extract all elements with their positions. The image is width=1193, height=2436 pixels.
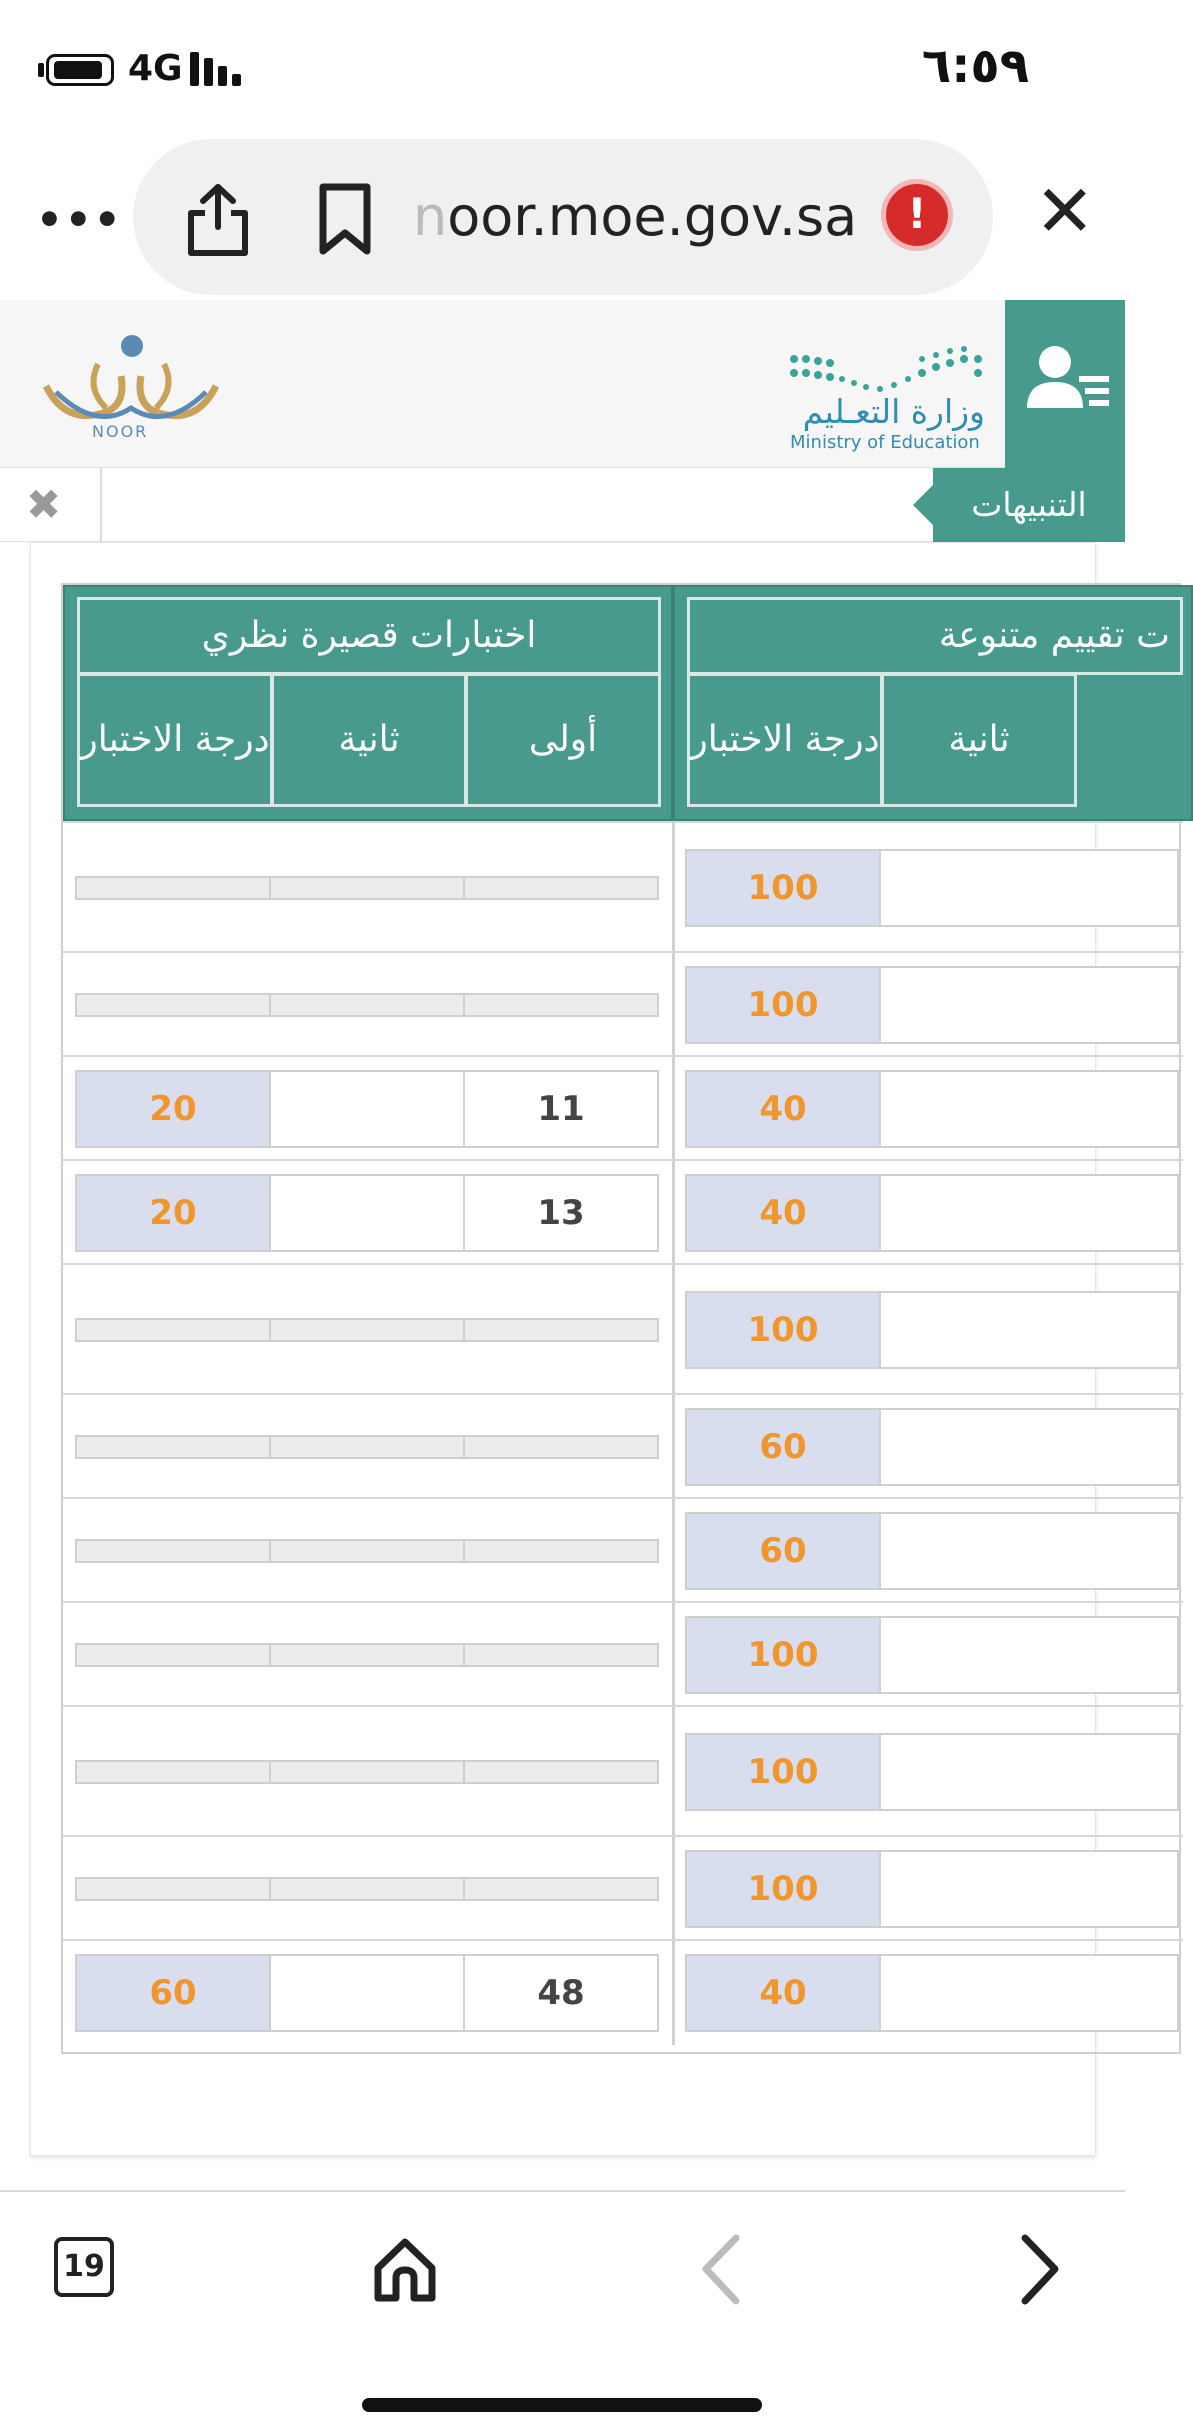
battery-icon — [46, 54, 114, 86]
empty-grade-cell — [75, 993, 271, 1017]
ministry-name-ar: وزارة التعـليم — [802, 392, 985, 431]
empty-grade-cell — [75, 876, 271, 900]
assessment-second-cell[interactable] — [879, 1174, 1179, 1252]
empty-grade-cell — [269, 1539, 465, 1563]
empty-grade-cell — [463, 876, 659, 900]
assessment-second-cell[interactable] — [879, 1616, 1179, 1694]
status-bar — [0, 0, 1125, 135]
assessment-second-cell[interactable] — [879, 1408, 1179, 1486]
back-icon[interactable] — [696, 2232, 746, 2307]
browser-url-row — [0, 135, 1125, 300]
grades-table — [61, 583, 1181, 2054]
table-row — [63, 1705, 1183, 1835]
assessment-score-cell: 100 — [685, 1291, 881, 1369]
ministry-name-en: Ministry of Education — [790, 432, 980, 453]
empty-grade-cell — [463, 1435, 659, 1459]
empty-grade-cell — [75, 1435, 271, 1459]
table-row — [63, 1939, 1183, 2043]
empty-grade-cell — [463, 1539, 659, 1563]
column-separator — [672, 953, 675, 1057]
empty-grade-cell — [463, 1760, 659, 1784]
quiz-first-cell: 13 — [463, 1174, 659, 1252]
header-group-quizzes: اختبارات قصيرة نظري — [77, 597, 661, 675]
signal-bars-icon — [190, 52, 250, 86]
empty-grade-cell — [269, 1318, 465, 1342]
home-icon[interactable] — [370, 2234, 440, 2304]
grades-card — [30, 542, 1170, 2156]
more-options-icon[interactable]: ••• — [36, 195, 123, 244]
table-row — [63, 1601, 1183, 1705]
assessment-score-cell: 60 — [685, 1512, 881, 1590]
empty-grade-cell — [463, 1318, 659, 1342]
header-group-right-bg — [673, 585, 1193, 821]
column-separator — [672, 1941, 675, 2045]
assessment-second-cell[interactable] — [879, 1512, 1179, 1590]
quiz-second-cell[interactable] — [269, 1174, 465, 1252]
close-browser-icon[interactable]: ✕ — [1034, 169, 1095, 253]
column-separator — [672, 1603, 675, 1707]
assessment-score-cell: 60 — [685, 1408, 881, 1486]
empty-grade-cell — [269, 1435, 465, 1459]
empty-grade-cell — [463, 993, 659, 1017]
column-separator — [672, 1707, 675, 1837]
battery-icon-nub — [38, 63, 44, 77]
assessment-score-cell: 100 — [685, 1850, 881, 1928]
assessment-second-cell[interactable] — [879, 1954, 1179, 2032]
table-row — [63, 1835, 1183, 1939]
table-row — [63, 951, 1183, 1055]
header-col-second: ثانية — [271, 673, 467, 807]
bookmark-icon[interactable] — [315, 181, 375, 257]
user-list-icon — [1005, 300, 1125, 468]
empty-grade-cell — [75, 1643, 271, 1667]
grades-table-scroll[interactable] — [61, 583, 1170, 2054]
empty-grade-cell — [75, 1877, 271, 1901]
column-separator — [672, 823, 675, 953]
column-separator — [672, 1265, 675, 1395]
header-col-second-right: ثانية — [881, 673, 1077, 807]
assessment-second-cell[interactable] — [879, 849, 1179, 927]
column-separator — [672, 1057, 675, 1161]
quiz-score-cell: 60 — [75, 1954, 271, 2032]
empty-grade-cell — [269, 876, 465, 900]
header-group-left-bg — [63, 585, 673, 821]
table-row — [63, 821, 1183, 951]
quiz-first-cell: 11 — [463, 1070, 659, 1148]
security-warning-icon[interactable]: ! — [881, 179, 953, 251]
tabs-count-icon[interactable]: 19 — [54, 2237, 114, 2297]
empty-grade-cell — [75, 1318, 271, 1342]
network-type: 4G — [128, 48, 183, 89]
noor-label: NOOR — [92, 422, 149, 441]
assessment-score-cell: 40 — [685, 1070, 881, 1148]
column-separator — [672, 1499, 675, 1603]
empty-grade-cell — [75, 1539, 271, 1563]
assessment-score-cell: 100 — [685, 849, 881, 927]
assessment-second-cell[interactable] — [879, 1733, 1179, 1811]
assessment-second-cell[interactable] — [879, 966, 1179, 1044]
user-menu-button[interactable] — [1005, 300, 1125, 468]
header-group-assessments: ت تقييم متنوعة — [687, 597, 1183, 675]
column-separator — [672, 1837, 675, 1941]
notification-close-icon[interactable]: ✖ — [26, 480, 62, 529]
assessment-score-cell: 40 — [685, 1954, 881, 2032]
site-header — [0, 300, 1125, 468]
notifications-tab[interactable]: التنبيهات — [933, 468, 1125, 542]
table-row — [63, 1393, 1183, 1497]
quiz-second-cell[interactable] — [269, 1954, 465, 2032]
empty-grade-cell — [269, 1643, 465, 1667]
assessment-second-cell[interactable] — [879, 1291, 1179, 1369]
empty-grade-cell — [463, 1643, 659, 1667]
header-col-score-right: درجة الاختبار — [687, 673, 883, 807]
empty-grade-cell — [269, 1760, 465, 1784]
quiz-score-cell: 20 — [75, 1174, 271, 1252]
column-separator — [672, 1395, 675, 1499]
quiz-second-cell[interactable] — [269, 1070, 465, 1148]
assessment-score-cell: 100 — [685, 966, 881, 1044]
clock: ٦:٥٩ — [921, 38, 1029, 94]
empty-grade-cell — [75, 1760, 271, 1784]
assessment-score-cell: 40 — [685, 1174, 881, 1252]
empty-grade-cell — [269, 1877, 465, 1901]
url-text: noor.moe.gov.sa — [413, 185, 858, 248]
forward-icon[interactable] — [1015, 2232, 1065, 2307]
address-bar[interactable] — [133, 139, 993, 295]
divider — [100, 468, 102, 542]
table-row — [63, 1263, 1183, 1393]
column-separator — [672, 1161, 675, 1265]
empty-grade-cell — [463, 1877, 659, 1901]
assessment-score-cell: 100 — [685, 1616, 881, 1694]
table-row — [63, 1159, 1183, 1263]
home-indicator — [362, 2398, 762, 2412]
quiz-score-cell: 20 — [75, 1070, 271, 1148]
assessment-score-cell: 100 — [685, 1733, 881, 1811]
header-col-score: درجة الاختبار — [77, 673, 273, 807]
table-row — [63, 1497, 1183, 1601]
share-icon[interactable] — [183, 181, 253, 257]
notifications-bar — [0, 468, 1125, 542]
table-row — [63, 1055, 1183, 1159]
header-col-first: أولى — [465, 673, 661, 807]
assessment-second-cell[interactable] — [879, 1850, 1179, 1928]
assessment-second-cell[interactable] — [879, 1070, 1179, 1148]
empty-grade-cell — [269, 993, 465, 1017]
quiz-first-cell: 48 — [463, 1954, 659, 2032]
